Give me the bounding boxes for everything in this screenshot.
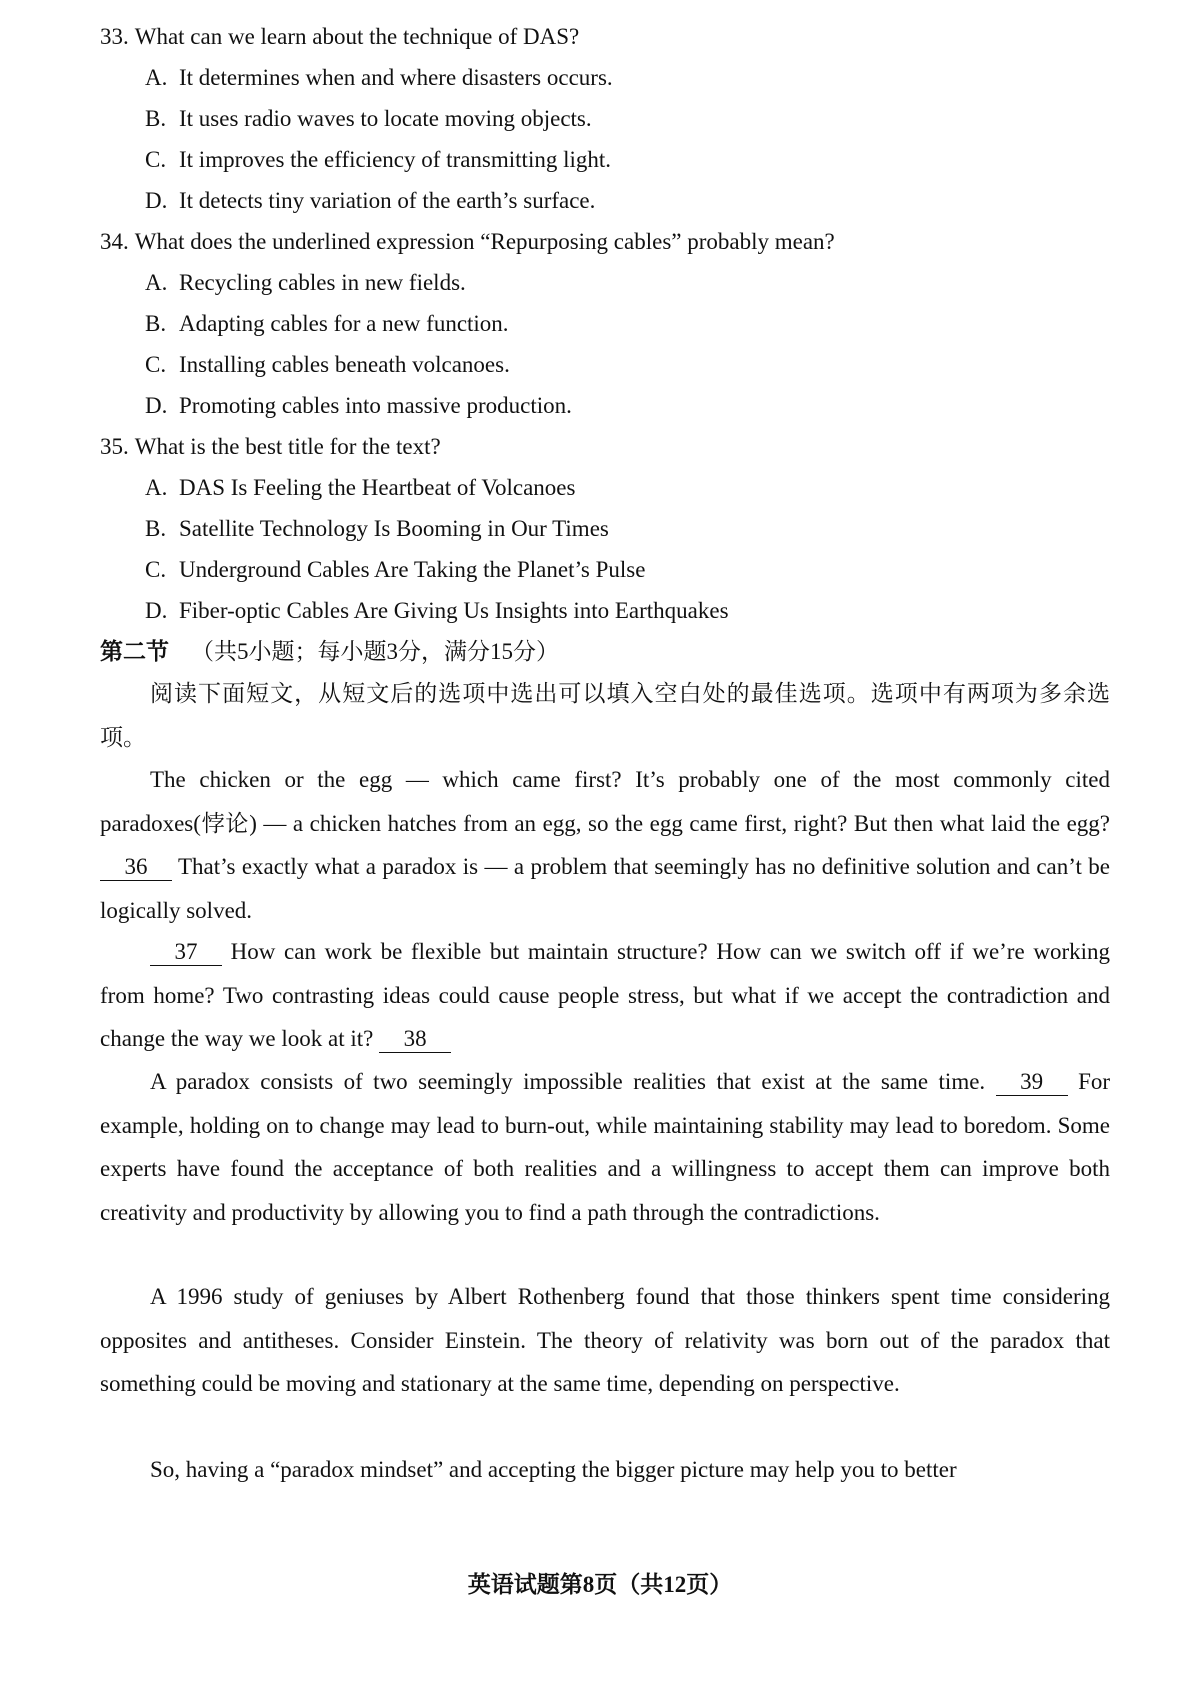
option-letter: A. bbox=[145, 65, 168, 90]
option-letter: B. bbox=[145, 516, 167, 541]
option-text: Fiber-optic Cables Are Giving Us Insights into Earthquakes bbox=[179, 598, 729, 623]
option-letter: B. bbox=[145, 311, 167, 336]
option-text: Satellite Technology Is Booming in Our Times bbox=[179, 516, 609, 541]
blank-36[interactable]: 36 bbox=[100, 854, 172, 881]
option-text: Adapting cables for a new function. bbox=[179, 311, 509, 336]
option-text: Recycling cables in new fields. bbox=[179, 270, 466, 295]
passage-paragraph-2 bbox=[100, 930, 1110, 1061]
passage-paragraph-4: A 1996 study of geniuses by Albert Rothenberg found that those thinkers spent time considering opposites and antitheses. Consider Einstein. The theory of relativity was born out of the paradox that something could be moving and stationary at the same time, depending on perspective. bbox=[100, 1284, 1110, 1396]
paragraph-text: For example, holding on to change may lead to burn-out, while maintaining stability may lead to boredom. Some experts have found the acceptance of both realities and a willingness to accept them can improve both creativity and productivity by allowing you to find a path through the contradictions. bbox=[100, 1069, 1111, 1225]
option-text: Underground Cables Are Taking the Planet’s Pulse bbox=[179, 557, 646, 582]
option-text: Promoting cables into massive production. bbox=[179, 393, 572, 418]
option-text: DAS Is Feeling the Heartbeat of Volcanoes bbox=[179, 475, 576, 500]
option-letter: B. bbox=[145, 106, 167, 131]
section-scoring-rule: （共5小题；每小题3分，满分15分） bbox=[191, 639, 559, 664]
question-text: What does the underlined expression “Repurposing cables” probably mean? bbox=[134, 229, 835, 254]
option-letter: C. bbox=[145, 352, 167, 377]
option-33c bbox=[145, 145, 611, 175]
passage-paragraph-1 bbox=[100, 758, 1110, 932]
passage-paragraph-3 bbox=[100, 1060, 1110, 1234]
option-35a bbox=[145, 473, 575, 503]
option-letter: A. bbox=[145, 270, 168, 295]
question-number: 34. bbox=[100, 229, 129, 254]
paragraph-text: How can work be flexible but maintain structure? How can we switch off if we’re working from home? Two contrasting ideas could cause people stress, but what if we accept the contradiction and change the way we look at it? bbox=[100, 939, 1110, 1051]
passage-paragraph-5: So, having a “paradox mindset” and accepting the bigger picture may help you to better bbox=[150, 1457, 957, 1482]
option-33d bbox=[145, 186, 595, 216]
blank-37[interactable]: 37 bbox=[150, 939, 222, 966]
option-letter: D. bbox=[145, 393, 168, 418]
question-35-stem bbox=[100, 432, 441, 462]
option-34d bbox=[145, 391, 572, 421]
option-text: It improves the efficiency of transmitting light. bbox=[179, 147, 612, 172]
paragraph-text: The chicken or the egg — which came first? It’s probably one of the most commonly cited paradoxes(悖论) — a chicken hatches from an egg, so the egg came first, right? But then what laid the egg? bbox=[100, 767, 1110, 836]
question-number: 33. bbox=[100, 24, 129, 49]
option-34c bbox=[145, 350, 510, 380]
section-title: 第二节 bbox=[100, 639, 169, 664]
option-text: It uses radio waves to locate moving objects. bbox=[179, 106, 592, 131]
option-35b bbox=[145, 514, 609, 544]
option-33a bbox=[145, 63, 613, 93]
question-33-stem bbox=[100, 22, 579, 52]
option-34b bbox=[145, 309, 509, 339]
option-letter: C. bbox=[145, 557, 167, 582]
blank-39[interactable]: 39 bbox=[996, 1069, 1068, 1096]
option-text: It determines when and where disasters occurs. bbox=[179, 65, 613, 90]
question-34-stem bbox=[100, 227, 835, 257]
paragraph-text: A paradox consists of two seemingly impossible realities that exist at the same time. bbox=[150, 1069, 986, 1094]
section-header bbox=[100, 637, 559, 667]
question-number: 35. bbox=[100, 434, 129, 459]
option-text: It detects tiny variation of the earth’s surface. bbox=[179, 188, 596, 213]
option-text: Installing cables beneath volcanoes. bbox=[179, 352, 510, 377]
option-33b bbox=[145, 104, 592, 134]
option-35c bbox=[145, 555, 645, 585]
option-34a bbox=[145, 268, 466, 298]
blank-38[interactable]: 38 bbox=[379, 1026, 451, 1053]
option-letter: A. bbox=[145, 475, 168, 500]
section-instruction: 阅读下面短文，从短文后的选项中选出可以填入空白处的最佳选项。选项中有两项为多余选项。 bbox=[100, 681, 1110, 750]
option-letter: D. bbox=[145, 188, 168, 213]
page-footer: 英语试题第8页（共12页） bbox=[467, 1572, 733, 1597]
paragraph-text: That’s exactly what a paradox is — a problem that seemingly has no definitive solution and can’t be logically solved. bbox=[100, 854, 1110, 923]
question-text: What is the best title for the text? bbox=[134, 434, 441, 459]
option-35d bbox=[145, 596, 729, 626]
option-letter: D. bbox=[145, 598, 168, 623]
option-letter: C. bbox=[145, 147, 167, 172]
question-text: What can we learn about the technique of DAS? bbox=[134, 24, 580, 49]
